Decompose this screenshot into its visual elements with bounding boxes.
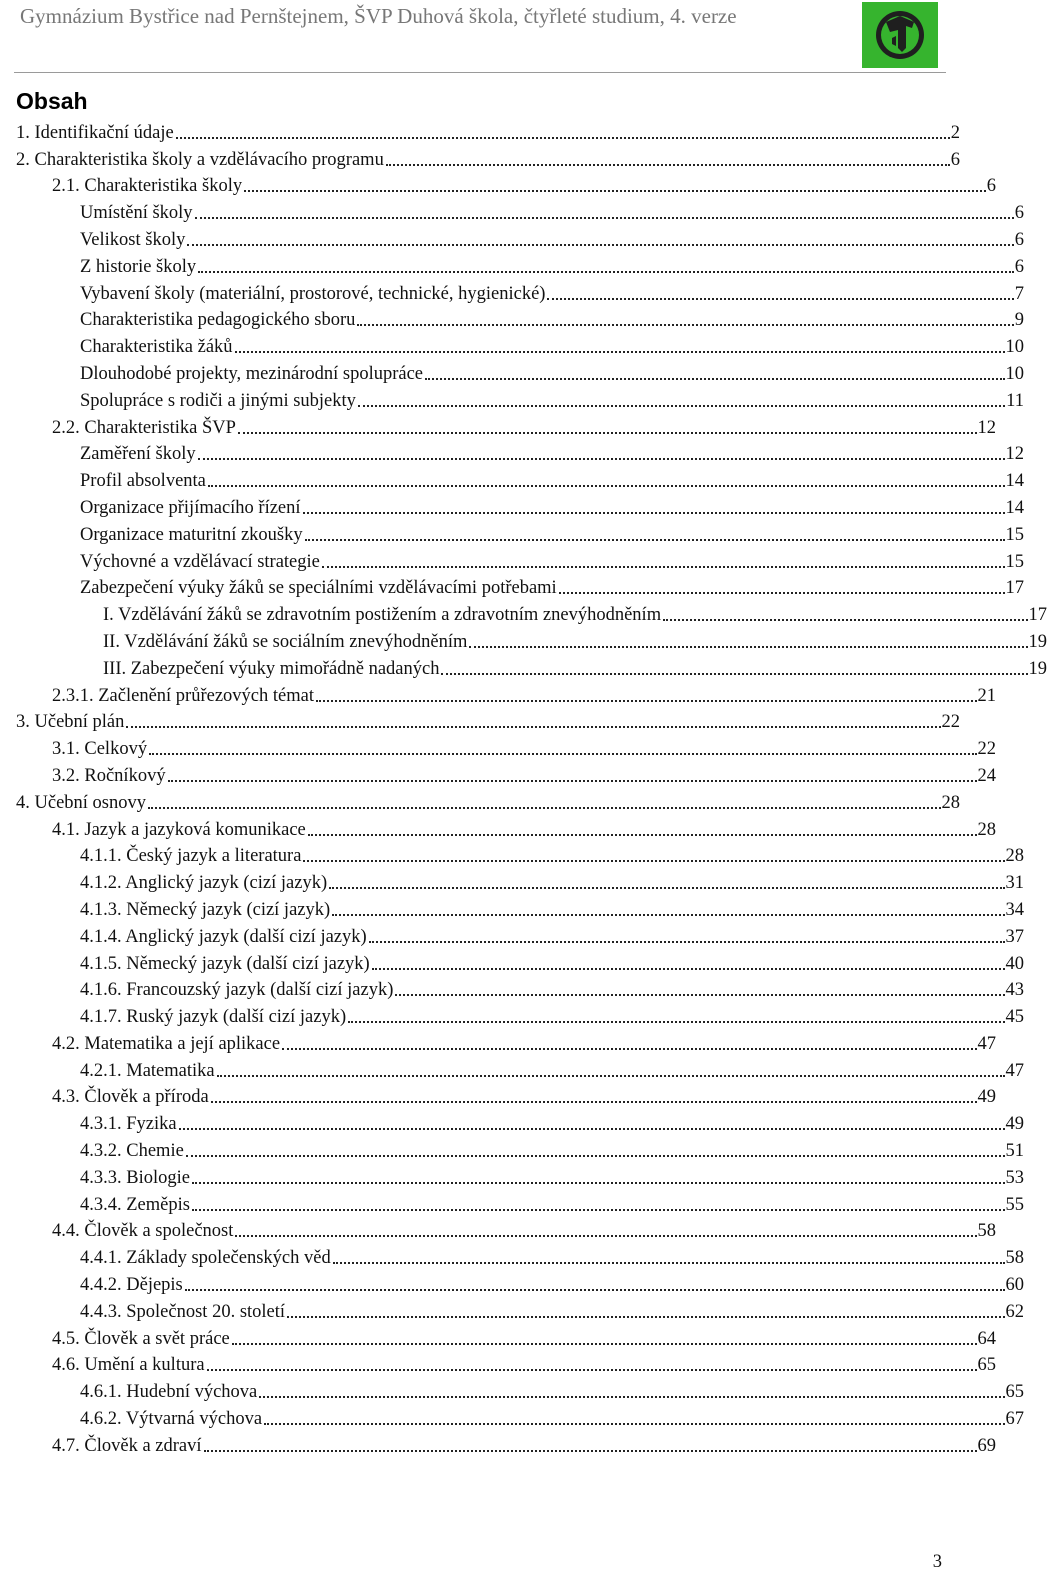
- toc-dot-leader: [264, 1422, 1004, 1425]
- toc-entry-page: 6: [1014, 229, 1024, 250]
- toc-dot-leader: [425, 377, 1004, 380]
- toc-entry-page: 12: [1005, 444, 1024, 465]
- toc-entry[interactable]: [0, 1189, 1024, 1216]
- toc-dot-leader: [238, 431, 977, 434]
- toc-entry-page: 55: [1005, 1194, 1024, 1215]
- toc-entry-page: 6: [950, 149, 960, 170]
- toc-entry-label: 3.2. Ročníkový: [52, 765, 166, 786]
- toc-dot-leader: [322, 565, 1005, 568]
- toc-entry-label: 4.1.2. Anglický jazyk (cizí jazyk): [80, 873, 328, 894]
- toc-entry-page: 12: [977, 417, 996, 438]
- toc-entry-label: Z historie školy: [80, 256, 197, 277]
- toc-entry-page: 6: [1014, 256, 1024, 277]
- toc-entry-page: 15: [1005, 524, 1024, 545]
- toc-entry-label: Dlouhodobé projekty, mezinárodní spolupráce: [80, 363, 424, 384]
- toc-title: Obsah: [16, 88, 88, 114]
- toc-dot-leader: [308, 833, 977, 836]
- toc-dot-leader: [282, 1047, 976, 1050]
- toc-entry[interactable]: [0, 358, 1024, 385]
- toc-dot-leader: [547, 297, 1013, 300]
- toc-entry-page: 60: [1005, 1275, 1024, 1296]
- toc-entry-label: 4.4.1. Základy společenských věd: [80, 1248, 331, 1269]
- toc-entry[interactable]: [0, 492, 1024, 519]
- toc-dot-leader: [259, 1395, 1004, 1398]
- toc-dot-leader: [333, 1261, 1005, 1264]
- toc-dot-leader: [329, 886, 1004, 889]
- toc-dot-leader: [185, 1288, 1005, 1291]
- toc-dot-leader: [372, 967, 1005, 970]
- toc-dot-leader: [186, 1154, 1005, 1157]
- toc-entry[interactable]: [0, 385, 1024, 412]
- toc-entry-page: 51: [1005, 1141, 1024, 1162]
- toc-entry[interactable]: [0, 1403, 1024, 1430]
- page-number: 3: [932, 1552, 942, 1572]
- toc-entry[interactable]: [0, 251, 1024, 278]
- toc-dot-leader: [395, 993, 1004, 996]
- toc-entry-label: Umístění školy: [80, 203, 193, 224]
- toc-entry-label: 2.2. Charakteristika ŠVP: [52, 417, 236, 438]
- toc-entry-page: 67: [1005, 1409, 1024, 1430]
- toc-entry-page: 24: [977, 765, 996, 786]
- toc-entry-label: 4.5. Člověk a svět práce: [52, 1328, 230, 1349]
- toc-entry-page: 17: [1005, 578, 1024, 599]
- toc-entry[interactable]: [0, 1269, 1024, 1296]
- toc-entry-label: 4. Učební osnovy: [16, 792, 146, 813]
- toc-dot-leader: [198, 457, 1005, 460]
- toc-entry-page: 10: [1005, 337, 1024, 358]
- school-logo-icon: [862, 2, 938, 68]
- toc-entry[interactable]: [0, 1376, 1024, 1403]
- toc-entry-label: 4.1.7. Ruský jazyk (další cizí jazyk): [80, 1007, 347, 1028]
- toc-entry[interactable]: [0, 733, 996, 760]
- toc-entry[interactable]: [0, 1082, 996, 1109]
- toc-entry-page: 43: [1005, 980, 1024, 1001]
- toc-entry-page: 49: [977, 1087, 996, 1108]
- toc-dot-leader: [358, 404, 1005, 407]
- toc-entry[interactable]: [0, 760, 996, 787]
- toc-entry-page: 22: [941, 712, 960, 733]
- toc-entry[interactable]: [0, 412, 996, 439]
- toc-entry-label: Organizace maturitní zkoušky: [80, 524, 303, 545]
- toc-entry-page: 45: [1005, 1007, 1024, 1028]
- toc-entry[interactable]: [0, 867, 1024, 894]
- toc-entry-label: 4.2.1. Matematika: [80, 1060, 215, 1081]
- toc-dot-leader: [198, 270, 1014, 273]
- toc-entry-label: 4.7. Člověk a zdraví: [52, 1435, 202, 1456]
- toc-entry-page: 17: [1028, 605, 1047, 626]
- toc-entry-page: 7: [1014, 283, 1024, 304]
- toc-entry-page: 6: [986, 176, 996, 197]
- toc-entry[interactable]: [0, 680, 996, 707]
- toc-entry-label: 3.1. Celkový: [52, 739, 148, 760]
- header-title: Gymnázium Bystřice nad Pernštejnem, ŠVP Duhová škola, čtyřleté studium, 4. verze: [20, 4, 737, 28]
- toc-dot-leader: [149, 752, 976, 755]
- toc-dot-leader: [208, 484, 1005, 487]
- toc-dot-leader: [192, 1208, 1005, 1211]
- toc-entry-page: 65: [977, 1355, 996, 1376]
- toc-entry[interactable]: [0, 465, 1024, 492]
- toc-entry[interactable]: [0, 305, 1024, 332]
- toc-entry[interactable]: [0, 1296, 1024, 1323]
- toc-dot-leader: [176, 136, 950, 139]
- toc-entry[interactable]: [0, 117, 960, 144]
- toc-entry[interactable]: [0, 841, 1024, 868]
- toc-entry-label: 4.1.4. Anglický jazyk (další cizí jazyk): [80, 926, 367, 947]
- toc-dot-leader: [148, 806, 941, 809]
- toc-entry[interactable]: [0, 224, 1024, 251]
- toc-entry-page: 6: [1014, 203, 1024, 224]
- toc-dot-leader: [207, 1368, 977, 1371]
- toc-entry-label: Charakteristika pedagogického sboru: [80, 310, 356, 331]
- toc-entry-page: 11: [1006, 390, 1024, 411]
- toc-entry-page: 28: [977, 819, 996, 840]
- toc-entry-label: 4.2. Matematika a její aplikace: [52, 1033, 281, 1054]
- toc-dot-leader: [217, 1074, 1005, 1077]
- toc-entry-page: 64: [977, 1328, 996, 1349]
- toc-entry-label: 4.4.3. Společnost 20. století: [80, 1301, 286, 1322]
- toc-dot-leader: [357, 323, 1013, 326]
- toc-entry[interactable]: [0, 171, 996, 198]
- toc-entry-label: Charakteristika žáků: [80, 337, 233, 358]
- toc-dot-leader: [559, 591, 1005, 594]
- toc-entry-label: 4.1.3. Německý jazyk (cizí jazyk): [80, 899, 331, 920]
- toc-entry-label: 2.1. Charakteristika školy: [52, 176, 243, 197]
- toc-entry-page: 65: [1005, 1382, 1024, 1403]
- toc-entry[interactable]: [0, 787, 960, 814]
- toc-dot-leader: [211, 1100, 977, 1103]
- toc-entry[interactable]: [0, 1135, 1024, 1162]
- toc-entry-label: Zabezpečení výuky žáků se speciálními vzdělávacími potřebami: [80, 578, 557, 599]
- toc-entry-label: Vybavení školy (materiální, prostorové, technické, hygienické): [80, 283, 546, 304]
- toc-entry-label: 4.6.1. Hudební výchova: [80, 1382, 258, 1403]
- toc-entry-label: Profil absolventa: [80, 471, 206, 492]
- toc-entry-label: Zaměření školy: [80, 444, 196, 465]
- toc-dot-leader: [204, 1449, 977, 1452]
- toc-entry[interactable]: [0, 1430, 996, 1457]
- toc-entry[interactable]: [0, 1216, 996, 1243]
- toc-dot-leader: [303, 859, 1004, 862]
- toc-entry[interactable]: [0, 653, 1047, 680]
- toc-entry[interactable]: [0, 573, 1024, 600]
- toc-entry-label: 4.1.5. Německý jazyk (další cizí jazyk): [80, 953, 370, 974]
- toc-entry-label: Výchovné a vzdělávací strategie: [80, 551, 320, 572]
- toc-entry-label: 4.3.3. Biologie: [80, 1167, 190, 1188]
- toc-entry[interactable]: [0, 1162, 1024, 1189]
- toc-entry-label: 4.3.4. Zeměpis: [80, 1194, 190, 1215]
- toc-entry-page: 19: [1028, 631, 1047, 652]
- toc-entry-page: 28: [941, 792, 960, 813]
- toc-dot-leader: [441, 672, 1027, 675]
- toc-entry-label: 2. Charakteristika školy a vzdělávacího programu: [16, 149, 384, 170]
- toc-entry[interactable]: [0, 975, 1024, 1002]
- page-header: [14, 0, 946, 73]
- toc-entry-label: III. Zabezpečení výuky mimořádně nadaných: [103, 658, 440, 679]
- toc-entry[interactable]: [0, 1055, 1024, 1082]
- toc-entry-page: 40: [1005, 953, 1024, 974]
- toc-entry-label: 2.3.1. Začlenění průřezových témat: [52, 685, 314, 706]
- toc-entry[interactable]: [0, 814, 996, 841]
- toc-entry-page: 58: [1005, 1248, 1024, 1269]
- toc-entry-label: 4.6.2. Výtvarná výchova: [80, 1409, 263, 1430]
- toc-entry-page: 10: [1005, 363, 1024, 384]
- toc-entry-page: 15: [1005, 551, 1024, 572]
- toc-entry-page: 34: [1005, 899, 1024, 920]
- toc-dot-leader: [126, 725, 940, 728]
- toc-entry[interactable]: [0, 1350, 996, 1377]
- toc-entry-label: 4.6. Umění a kultura: [52, 1355, 205, 1376]
- toc-dot-leader: [386, 163, 950, 166]
- toc-entry-page: 14: [1005, 497, 1024, 518]
- toc-dot-leader: [332, 913, 1004, 916]
- toc-entry-page: 47: [1005, 1060, 1024, 1081]
- toc-entry[interactable]: [0, 707, 960, 734]
- toc-dot-leader: [192, 1181, 1005, 1184]
- toc-entry-label: 3. Učební plán: [16, 712, 125, 733]
- toc-entry-page: 49: [1005, 1114, 1024, 1135]
- toc-entry-page: 53: [1005, 1167, 1024, 1188]
- toc-entry[interactable]: [0, 1001, 1024, 1028]
- toc-entry-label: 4.3.1. Fyzika: [80, 1114, 177, 1135]
- toc-dot-leader: [187, 243, 1013, 246]
- toc-entry-label: Velikost školy: [80, 229, 186, 250]
- toc-entry[interactable]: [0, 948, 1024, 975]
- toc-entry[interactable]: [0, 1242, 1024, 1269]
- toc-entry-page: 19: [1028, 658, 1047, 679]
- toc-dot-leader: [303, 511, 1005, 514]
- toc-entry-label: I. Vzdělávání žáků se zdravotním postižením a zdravotním znevýhodněním: [103, 605, 662, 626]
- toc-entry[interactable]: [0, 519, 1024, 546]
- toc-entry-page: 69: [977, 1435, 996, 1456]
- toc-entry[interactable]: [0, 921, 1024, 948]
- toc-entry-label: 4.4. Člověk a společnost: [52, 1221, 234, 1242]
- toc-entry[interactable]: [0, 626, 1047, 653]
- toc-dot-leader: [244, 189, 986, 192]
- toc-dot-leader: [469, 645, 1027, 648]
- toc-entry[interactable]: [0, 197, 1024, 224]
- toc-entry-label: Spolupráce s rodiči a jinými subjekty: [80, 390, 356, 411]
- toc-entry[interactable]: [0, 599, 1047, 626]
- toc-entry[interactable]: [0, 1028, 996, 1055]
- toc-dot-leader: [235, 1234, 976, 1237]
- toc-entry[interactable]: [0, 331, 1024, 358]
- toc-entry-page: 22: [977, 739, 996, 760]
- toc-entry-page: 58: [977, 1221, 996, 1242]
- toc-entry-label: 1. Identifikační údaje: [16, 122, 174, 143]
- toc-entry-page: 9: [1014, 310, 1024, 331]
- toc-entry-page: 14: [1005, 471, 1024, 492]
- toc-entry-page: 47: [977, 1033, 996, 1054]
- toc-entry-label: II. Vzdělávání žáků se sociálním znevýhodněním: [103, 631, 468, 652]
- toc-entry-page: 37: [1005, 926, 1024, 947]
- toc-entry-label: 4.1. Jazyk a jazyková komunikace: [52, 819, 306, 840]
- toc-entry-page: 21: [977, 685, 996, 706]
- toc-entry-label: 4.3. Člověk a příroda: [52, 1087, 209, 1108]
- toc-entry[interactable]: [0, 1108, 1024, 1135]
- toc-dot-leader: [287, 1315, 1004, 1318]
- toc-dot-leader: [369, 940, 1005, 943]
- toc-entry[interactable]: [0, 278, 1024, 305]
- toc-entry[interactable]: [0, 144, 960, 171]
- toc-dot-leader: [235, 350, 1005, 353]
- toc-entry[interactable]: [0, 546, 1024, 573]
- table-of-contents: [0, 117, 1047, 1457]
- toc-dot-leader: [232, 1342, 977, 1345]
- toc-dot-leader: [348, 1020, 1004, 1023]
- toc-entry-page: 2: [950, 122, 960, 143]
- toc-entry[interactable]: [0, 439, 1024, 466]
- toc-dot-leader: [179, 1127, 1005, 1130]
- toc-entry[interactable]: [0, 894, 1024, 921]
- toc-dot-leader: [316, 699, 977, 702]
- toc-entry-page: 62: [1005, 1301, 1024, 1322]
- toc-entry-page: 31: [1005, 873, 1024, 894]
- toc-entry-label: Organizace přijímacího řízení: [80, 497, 301, 518]
- toc-dot-leader: [168, 779, 977, 782]
- toc-entry[interactable]: [0, 1323, 996, 1350]
- toc-dot-leader: [195, 216, 1014, 219]
- toc-entry-label: 4.1.1. Český jazyk a literatura: [80, 846, 302, 867]
- toc-entry-label: 4.3.2. Chemie: [80, 1141, 184, 1162]
- toc-entry-label: 4.4.2. Dějepis: [80, 1275, 183, 1296]
- toc-dot-leader: [305, 538, 1005, 541]
- toc-dot-leader: [663, 618, 1027, 621]
- toc-entry-label: 4.1.6. Francouzský jazyk (další cizí jazyk): [80, 980, 394, 1001]
- toc-entry-page: 28: [1005, 846, 1024, 867]
